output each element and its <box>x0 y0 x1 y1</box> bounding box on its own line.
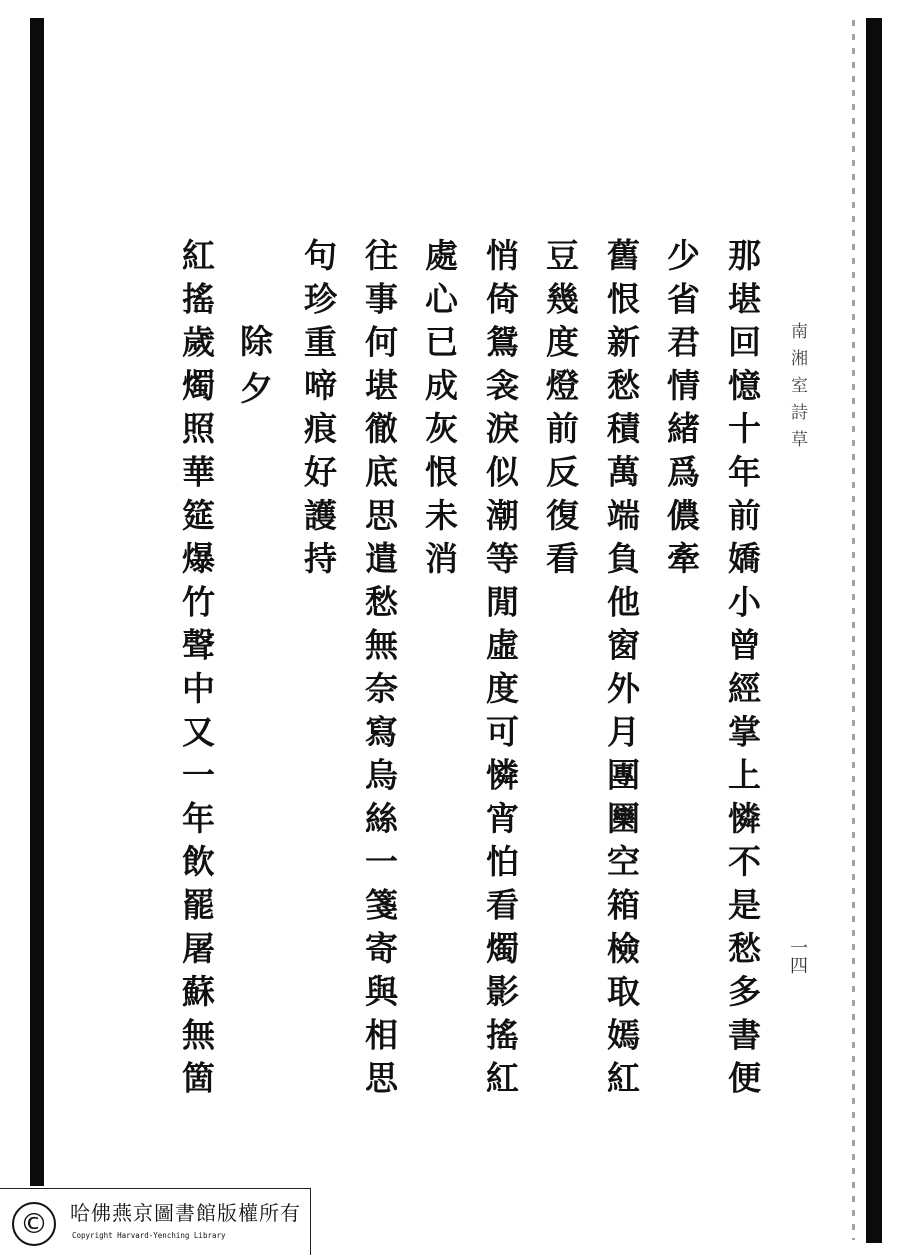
running-header: 南湘室詩草 <box>787 322 807 457</box>
text-column-5: 悄倚鴛衾淚似潮等閒虛度可憐宵怕看燭影搖紅 <box>481 238 520 1104</box>
page-number: 一四 <box>787 938 808 974</box>
copyright-english: Copyright Harvard-Yenching Library <box>72 1231 226 1240</box>
text-column-9: 紅搖歲燭照華筵爆竹聲中又一年飲罷屠蘇無箇 <box>177 238 216 1104</box>
copyright-chinese: 哈佛燕京圖書館版權所有 <box>70 1201 301 1225</box>
scan-edge-right <box>866 18 882 1243</box>
text-column-2: 少省君情緒爲儂牽 <box>662 238 701 585</box>
text-column-1: 那堪回憶十年前嬌小曾經掌上憐不是愁多書便 <box>723 238 762 1104</box>
copyright-icon: © <box>12 1202 56 1246</box>
copyright-stamp <box>0 1188 311 1255</box>
scan-edge-shadow <box>852 20 855 1240</box>
text-column-3: 舊恨新愁積萬端負他窗外月團圞空箱檢取嫣紅 <box>602 238 641 1104</box>
text-column-6: 處心已成灰恨未消 <box>420 238 459 585</box>
text-column-8: 句珍重啼痕好護持 <box>299 238 338 585</box>
text-column-4: 豆幾度燈前反復看 <box>541 238 580 585</box>
poem-title: 除夕 <box>235 324 274 418</box>
text-column-7: 往事何堪徹底思遣愁無奈寫烏絲一箋寄與相思 <box>360 238 399 1104</box>
scan-edge-left <box>30 18 44 1186</box>
